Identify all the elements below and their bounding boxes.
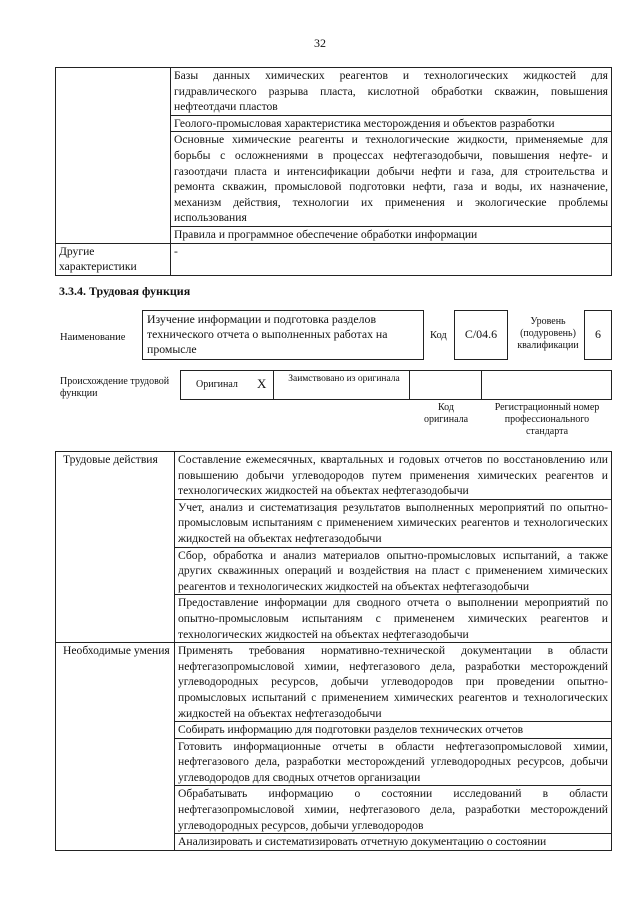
page-number: 32 xyxy=(314,36,326,50)
code-label: Код xyxy=(430,330,447,341)
name-value: Изучение информации и подготовка разделов технического отчета о выполненных работах на промысле xyxy=(147,312,388,356)
original-label: Оригинал xyxy=(196,379,238,390)
table-cell-label: Другие характеристики xyxy=(56,243,171,275)
section-heading: 3.3.4. Трудовая функция xyxy=(59,284,191,298)
labor-function-table xyxy=(55,451,612,851)
borrowed-label: Заимствовано из оригинала xyxy=(288,374,400,384)
origin-label: Происхождение трудовой функции xyxy=(60,376,170,399)
level-value: 6 xyxy=(595,327,601,341)
table-cell-text: Собирать информацию для подготовки разделов технических отчетов xyxy=(175,722,612,739)
table-cell-text: Правила и программное обеспечение обработки информации xyxy=(171,226,612,243)
table-cell-text: Базы данных химических реагентов и технологических жидкостей для гидравлического разрыва пласта, кислотной обработки скважин, повышения нефтеотдачи пластов xyxy=(171,68,612,116)
table-row xyxy=(56,452,612,500)
level-label: Уровень (подуровень) квалификации xyxy=(517,316,579,351)
table-cell-text: Составление ежемесячных, квартальных и годовых отчетов по восстановлению или повышению добычи углеводородов путем применения химических реагентов и технологических жидкостей на объектах нефтегазодобычи xyxy=(175,452,612,500)
table-row xyxy=(56,68,612,116)
code-value: C/04.6 xyxy=(464,327,498,341)
name-label: Наименование xyxy=(60,332,126,343)
table-row xyxy=(56,243,612,275)
table-cell-label: Трудовые действия xyxy=(56,452,175,643)
table-cell-text: Основные химические реагенты и технологические жидкости, применяемые для борьбы с осложнениями в процессах нефтегазодобычи, повышения нефте- и газоотдачи пласта и интенсификации добычи нефти и газа, для строительства и ремонта скважин, промысловой подготовки нефти, газа и воды, их назначение, механизм действия, технологии их применения и экологические проблемы использования xyxy=(171,132,612,227)
knowledge-table-continued xyxy=(55,67,612,276)
table-cell-label: Необходимые умения xyxy=(56,643,175,851)
table-cell-text: Сбор, обработка и анализ материалов опытно-промысловых испытаний, а также других скважинных операций и воздействия на пласт с применением химических реагентов и технологических жидкостей на объектах нефтегазодобычи xyxy=(175,547,612,595)
table-cell-text: Применять требования нормативно-технической документации в области нефтегазопромысловой химии, нефтегазового дела, разработки месторождений углеводородных ресурсов, добычи углеводородов при проведении опытно-промысловых испытаний с применением химических реагентов и технологических жидкостей на объектах нефтегазодобычи xyxy=(175,643,612,722)
table-cell-text: Анализировать и систематизировать отчетную документацию о состоянии xyxy=(175,834,612,851)
table-cell-text: Обрабатывать информацию о состоянии исследований в области нефтегазопромысловой химии, нефтегазового дела, разработки месторождений углеводородных ресурсов, добычи углеводородов xyxy=(175,786,612,834)
registration-number-caption: Регистрационный номер профессионального стандарта xyxy=(494,402,600,437)
table-cell-text: Готовить информационные отчеты в области нефтегазопромысловой химии, нефтегазового дела, разработки месторождений углеводородных ресурсов, добычи углеводородов для сводных отчетов организации xyxy=(175,738,612,786)
table-row xyxy=(56,643,612,722)
table-cell-label xyxy=(56,68,171,244)
table-cell-text: Предоставление информации для сводного отчета о выполнении мероприятий по опытно-промысловым испытаниям с примененем химических реагентов и технологических жидкостей на объектах нефтегазодобычи xyxy=(175,595,612,643)
table-cell-text: Учет, анализ и систематизация результатов выполненных мероприятий по опытно-промысловым испытаниям с применением химических реагентов и технологических жидкостей на объектах нефтегазодобычи xyxy=(175,499,612,547)
table-cell-text: - xyxy=(171,243,612,275)
code-original-caption: Код оригинала xyxy=(423,402,469,425)
table-cell-text: Геолого-промысловая характеристика месторождения и объектов разработки xyxy=(171,115,612,132)
original-mark: X xyxy=(257,376,267,391)
